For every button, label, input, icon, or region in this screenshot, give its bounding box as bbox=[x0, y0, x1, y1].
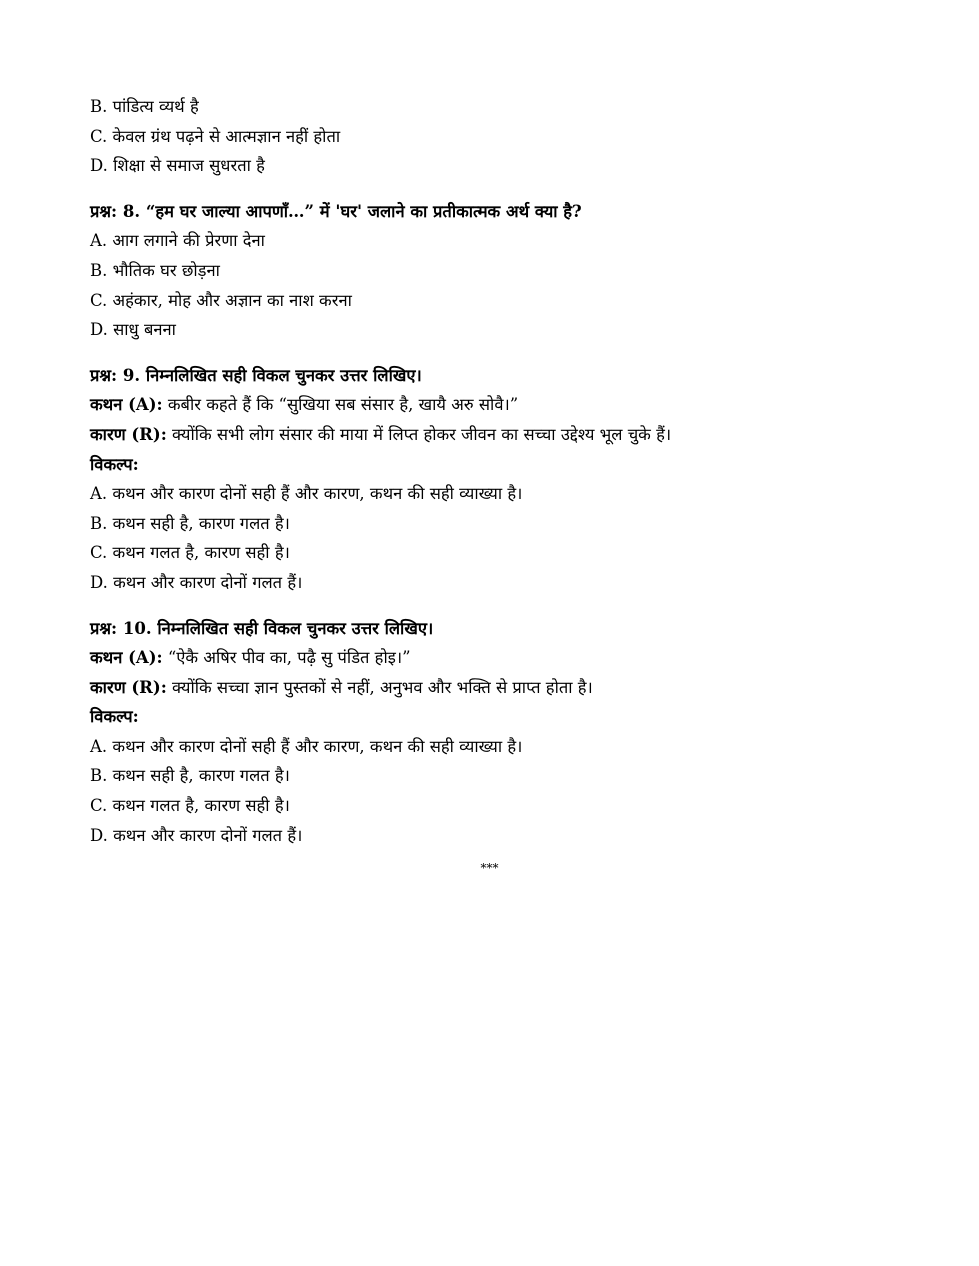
option-d: D. शिक्षा से समाज सुधरता है bbox=[90, 156, 265, 176]
option-b: B. कथन सही है, कारण गलत है। bbox=[90, 766, 290, 786]
q7-options bbox=[90, 92, 950, 181]
reason-label: कारण (R): bbox=[90, 677, 167, 697]
assertion-label: कथन (A): bbox=[90, 395, 163, 415]
reason-text: क्योंकि सभी लोग संसार की माया में लिप्त होकर जीवन का सच्चा उद्देश्य भूल चुके हैं। bbox=[166, 424, 672, 444]
option-c: C. अहंकार, मोह और अज्ञान का नाश करना bbox=[90, 290, 352, 310]
question-10 bbox=[90, 614, 950, 851]
reason-label: कारण (R): bbox=[90, 424, 167, 444]
option-b: B. कथन सही है, कारण गलत है। bbox=[90, 513, 290, 533]
option-a: A. कथन और कारण दोनों सही हैं और कारण, कथन की सही व्याख्या है। bbox=[90, 736, 523, 756]
option-a: A. कथन और कारण दोनों सही हैं और कारण, कथन की सही व्याख्या है। bbox=[90, 484, 523, 504]
reason-text: क्योंकि सच्चा ज्ञान पुस्तकों से नहीं, अनुभव और भक्ति से प्राप्त होता है। bbox=[166, 677, 593, 697]
option-c: C. केवल ग्रंथ पढ़ने से आत्मज्ञान नहीं होता bbox=[90, 126, 341, 146]
option-c: C. कथन गलत है, कारण सही है। bbox=[90, 796, 290, 816]
option-b: B. पांडित्य व्यर्थ है bbox=[90, 97, 199, 116]
end-of-section-mark: *** bbox=[480, 861, 499, 875]
question-page bbox=[90, 92, 950, 850]
question-9-text: प्रश्न: 9. निम्नलिखित सही विकल चुनकर उत्तर लिखिए। bbox=[90, 365, 422, 385]
option-a: A. आग लगाने की प्रेरणा देना bbox=[90, 231, 265, 251]
reason bbox=[90, 673, 950, 703]
option-d: D. साधु बनना bbox=[90, 320, 176, 340]
question-9 bbox=[90, 361, 950, 598]
question-8-text: प्रश्न: 8. “हम घर जाल्या आपणाँ…” में 'घर' जलाने का प्रतीकात्मक अर्थ क्या है? bbox=[90, 201, 582, 221]
question-10-text: प्रश्न: 10. निम्नलिखित सही विकल चुनकर उत्तर लिखिए। bbox=[90, 618, 434, 638]
option-b: B. भौतिक घर छोड़ना bbox=[90, 260, 220, 280]
options-label: विकल्प: bbox=[90, 454, 139, 474]
assertion bbox=[90, 390, 950, 420]
reason bbox=[90, 420, 950, 450]
question-8 bbox=[90, 197, 950, 345]
options-label: विकल्प: bbox=[90, 707, 139, 727]
assertion bbox=[90, 643, 950, 673]
option-d: D. कथन और कारण दोनों गलत हैं। bbox=[90, 825, 303, 845]
assertion-label: कथन (A): bbox=[90, 648, 163, 668]
option-d: D. कथन और कारण दोनों गलत हैं। bbox=[90, 572, 303, 592]
assertion-text: कबीर कहते हैं कि “सुखिया सब संसार है, खायै अरु सोवै।” bbox=[162, 395, 519, 415]
option-c: C. कथन गलत है, कारण सही है। bbox=[90, 543, 290, 563]
assertion-text: “ऐकै अषिर पीव का, पढ़ै सु पंडित होइ।” bbox=[162, 648, 411, 668]
